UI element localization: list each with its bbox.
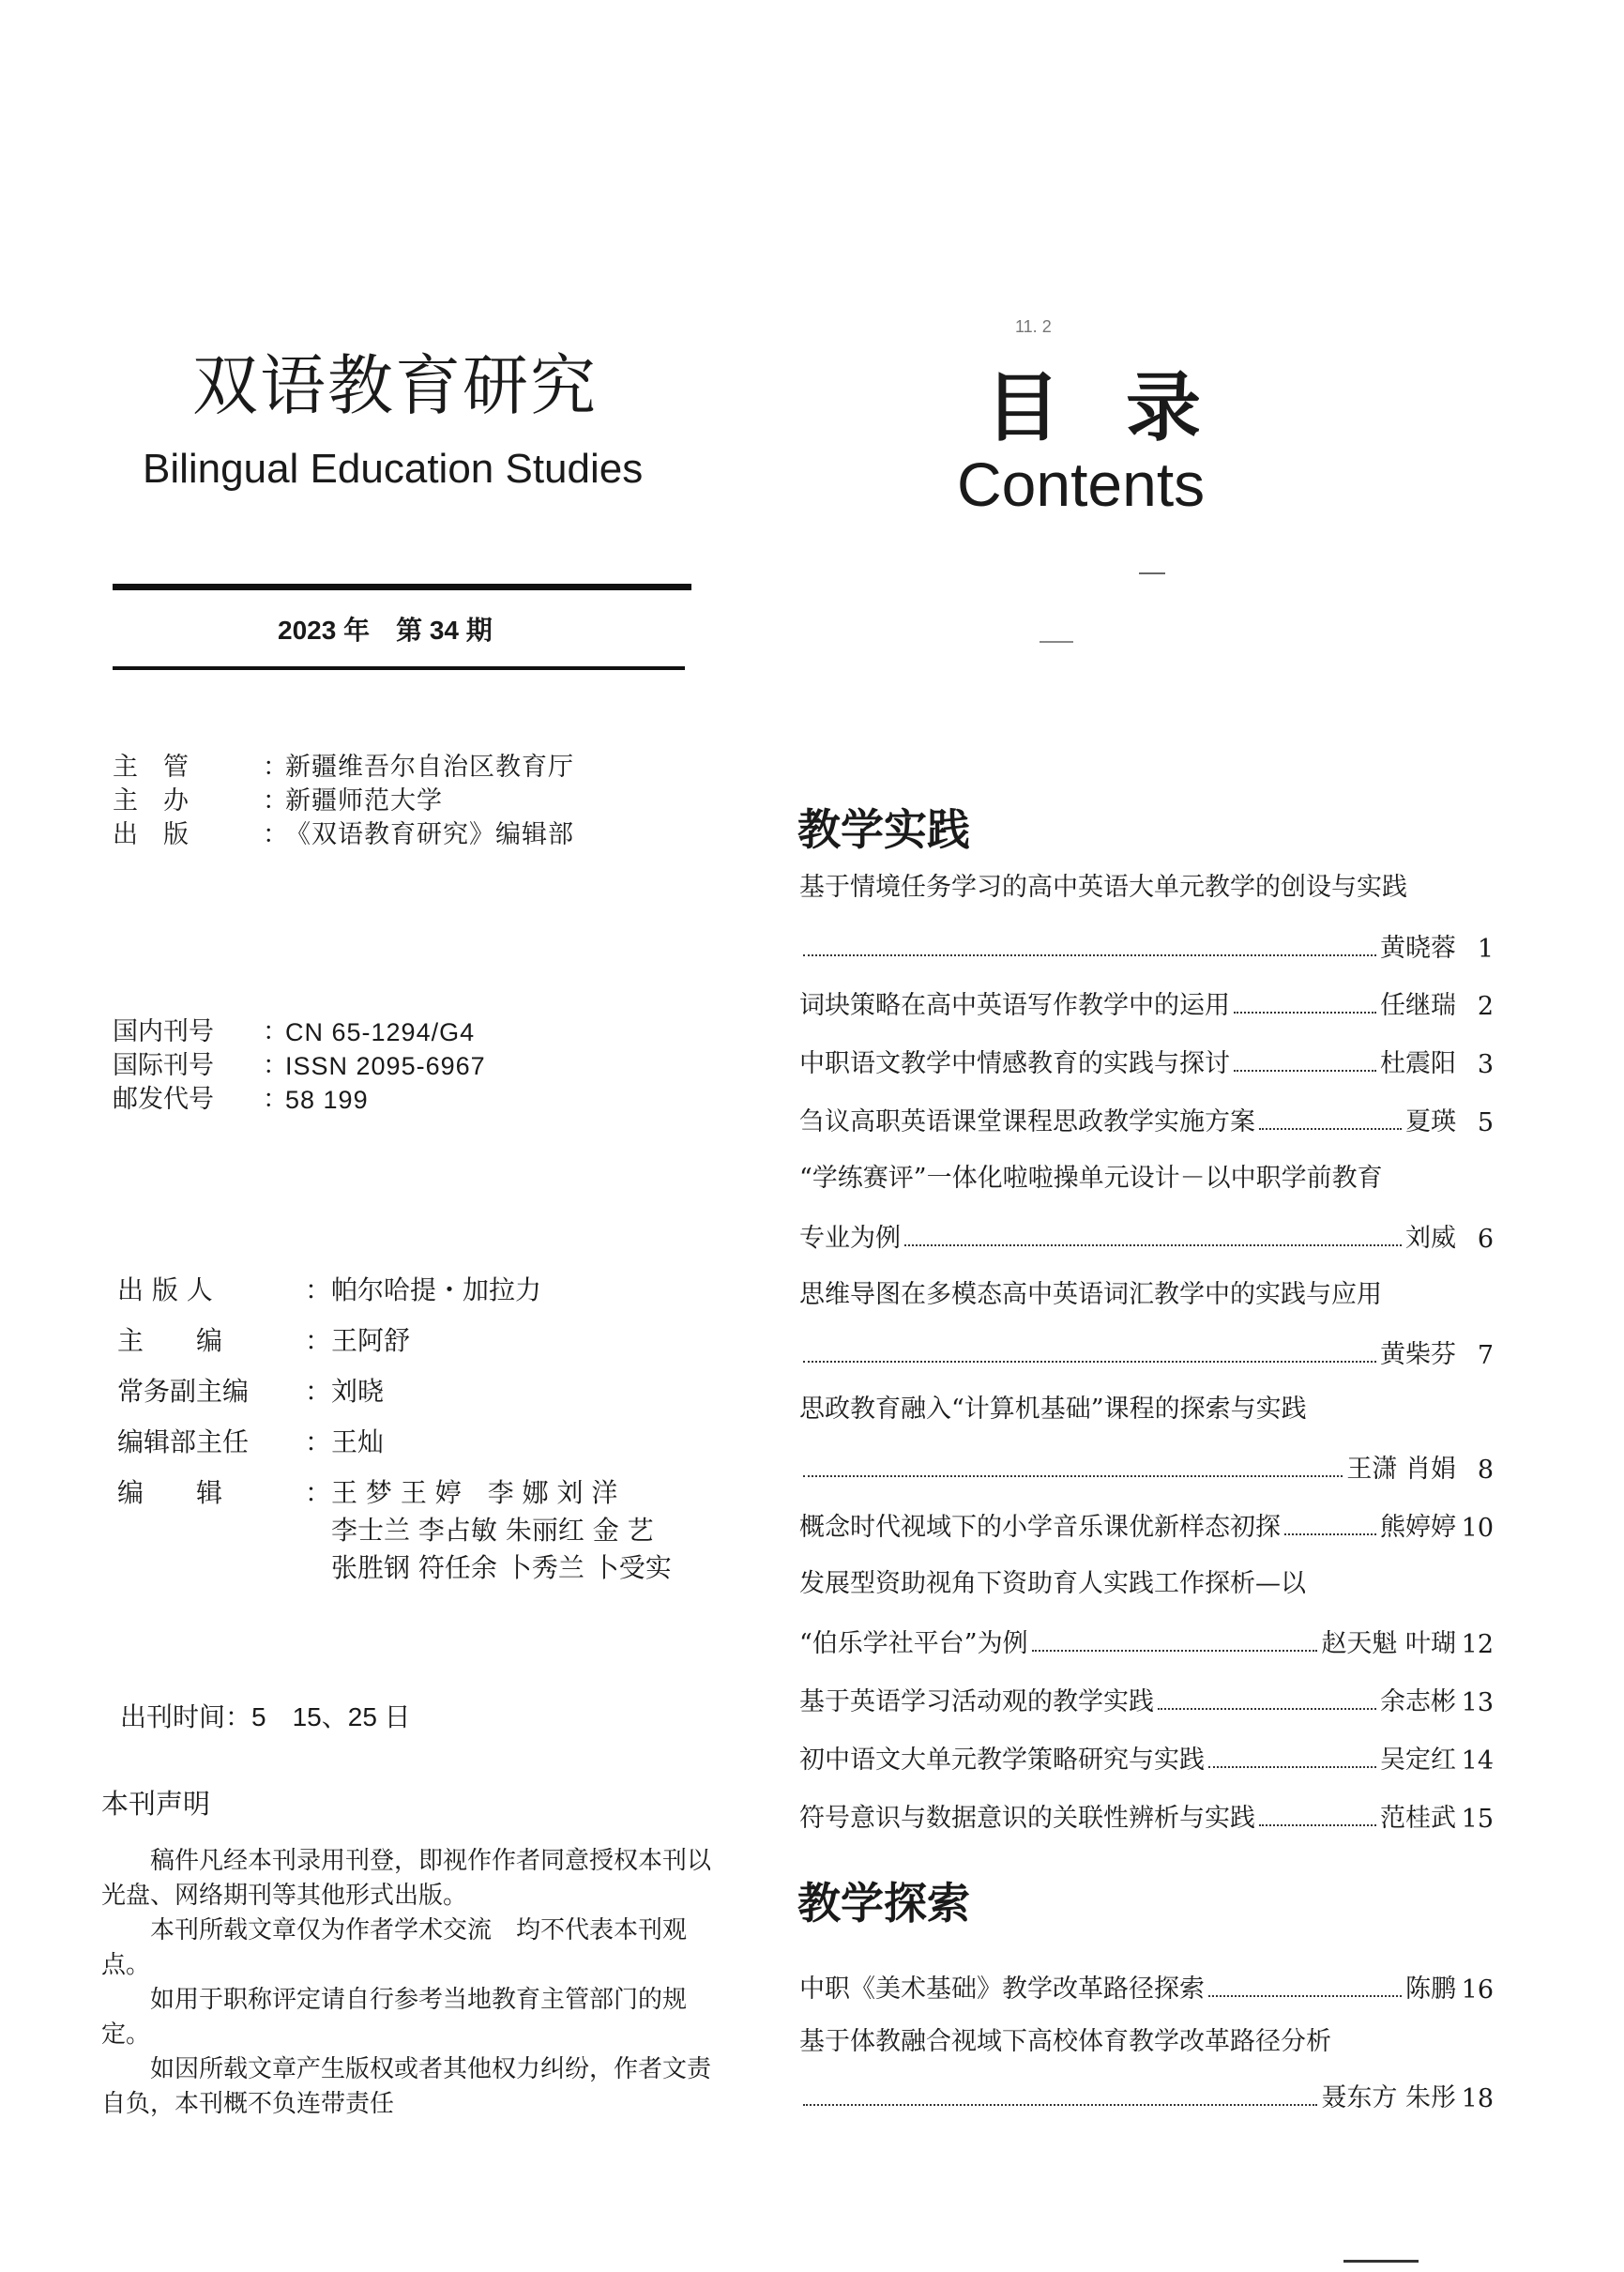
toc-entry[interactable]	[799, 1625, 1494, 1659]
staff-value: 王阿舒	[331, 1325, 411, 1356]
toc-entry-title: 中职语文教学中情感教育的实践与探讨	[799, 1049, 1230, 1078]
leader-dots	[1158, 1708, 1376, 1710]
journal-title-en: Bilingual Education Studies	[143, 446, 644, 492]
leader-dots	[1284, 1533, 1376, 1535]
notice-paragraph: 本刊所载文章仅为作者学术交流 均不代表本刊观点。	[101, 1916, 688, 1979]
toc-author: 黄晓蓉	[1380, 934, 1456, 963]
toc-entry-title[interactable]: 基于体教融合视域下高校体育教学改革路径分析	[799, 2027, 1331, 2056]
toc-page: 1	[1477, 935, 1494, 964]
staff-row-editors-2	[117, 1512, 672, 1549]
toc-entry-title: 符号意识与数据意识的关联性辨析与实践	[799, 1804, 1255, 1833]
toc-entry[interactable]	[799, 930, 1494, 964]
info-label: 主 办	[113, 786, 189, 816]
toc-author: 王潇 肖娟	[1346, 1455, 1456, 1484]
staff-value: 刘晓	[331, 1376, 385, 1407]
toc-author: 聂东方 朱彤	[1321, 2083, 1456, 2112]
divider-thick	[113, 584, 691, 590]
toc-author: 范桂武	[1380, 1804, 1456, 1833]
toc-page: 3	[1477, 1050, 1494, 1079]
toc-entry[interactable]	[799, 987, 1494, 1021]
toc-entry-title: 词块策略在高中英语写作教学中的运用	[799, 991, 1230, 1020]
staff-row-editors-3	[117, 1549, 672, 1587]
staff-label: 编辑部主任	[117, 1426, 250, 1457]
code-value: CN 65-1294/G4	[285, 1018, 476, 1046]
info-row-sponsor: 主 办 ： 新疆师范大学	[113, 785, 574, 818]
code-label: 邮发代号	[113, 1085, 214, 1114]
leader-dots	[904, 1244, 1402, 1246]
code-row-cn: 国内刊号 ： CN 65-1294/G4	[113, 1015, 486, 1049]
toc-entry-title: 专业为例	[799, 1224, 901, 1253]
toc-entry[interactable]	[799, 1509, 1494, 1543]
leader-dots	[803, 954, 1376, 956]
toc-page: 2	[1477, 992, 1494, 1021]
toc-entry-title[interactable]: 发展型资助视角下资助育人实践工作探析—以	[799, 1569, 1306, 1598]
info-value: 新疆师范大学	[285, 786, 443, 816]
toc-page: 13	[1461, 1688, 1494, 1717]
toc-entry-title[interactable]: 思维导图在多模态高中英语词汇教学中的实践与应用	[799, 1280, 1382, 1309]
leader-dots	[1234, 1070, 1376, 1072]
toc-author: 任继瑞	[1380, 991, 1456, 1020]
staff-value: 李士兰 李占敏 朱丽红 金 艺	[331, 1515, 654, 1546]
toc-page: 15	[1461, 1805, 1494, 1834]
publisher-info	[113, 751, 574, 852]
toc-page: 10	[1461, 1514, 1494, 1543]
staff-value: 张胜钢 符任余 卜秀兰 卜受实	[331, 1552, 672, 1583]
leader-dots	[1259, 1824, 1376, 1826]
staff-label: 编 辑	[117, 1477, 223, 1508]
toc-author: 熊婷婷	[1380, 1513, 1456, 1542]
toc-title-en: Contents	[957, 450, 1206, 519]
toc-author: 赵天魁 叶瑚	[1321, 1629, 1456, 1658]
toc-entry[interactable]	[799, 1800, 1494, 1834]
staff-row-deputy-editor: 常务副主编 ： 刘晓	[117, 1373, 672, 1410]
section-title-teaching-practice: 教学实践	[797, 804, 970, 855]
info-row-publisher: 出 版 ： 《双语教育研究》编辑部	[113, 818, 574, 852]
toc-entry[interactable]	[799, 1742, 1494, 1776]
code-label: 国内刊号	[113, 1017, 214, 1046]
staff-row-publisher: 出 版 人 ： 帕尔哈提・加拉力	[117, 1272, 672, 1309]
dash-mark	[1040, 641, 1073, 643]
code-row-issn: 国际刊号 ： ISSN 2095-6967	[113, 1049, 486, 1083]
toc-title-cn: 目录	[985, 363, 1267, 451]
toc-author: 刘威	[1405, 1224, 1456, 1253]
divider-thin	[113, 666, 685, 670]
staff-label: 主 编	[117, 1325, 223, 1356]
toc-entry-title[interactable]: 基于情境任务学习的高中英语大单元教学的创设与实践	[799, 873, 1407, 902]
toc-entry[interactable]	[799, 1684, 1494, 1717]
journal-title-cn: 双语教育研究	[192, 347, 598, 424]
notice-paragraph: 如用于职称评定请自行参考当地教育主管部门的规定。	[101, 1986, 688, 2049]
leader-dots	[1234, 1012, 1376, 1014]
toc-entry-title: 刍议高职英语课堂课程思政教学实施方案	[799, 1107, 1255, 1136]
publish-date: 出刊时间 ： 5 15、25 日	[120, 1697, 411, 1734]
info-label: 出 版	[113, 820, 189, 849]
toc-page: 8	[1477, 1456, 1494, 1485]
notice-body	[101, 1844, 721, 2122]
toc-author: 夏瑛	[1405, 1107, 1456, 1136]
page-edge-mark	[1343, 2260, 1419, 2263]
leader-dots	[1208, 1995, 1402, 1997]
staff-value: 王灿	[331, 1426, 385, 1457]
leader-dots	[803, 1475, 1343, 1477]
toc-entry-title: 基于英语学习活动观的教学实践	[799, 1687, 1154, 1716]
toc-entry[interactable]	[799, 2080, 1494, 2113]
toc-entry[interactable]	[799, 1451, 1494, 1485]
notice-paragraph: 如因所载文章产生版权或者其他权力纠纷，作者文责自负，本刊概不负连带责任	[101, 2055, 712, 2118]
staff-value: 帕尔哈提・加拉力	[331, 1274, 542, 1305]
publish-date-value: 5 15、25 日	[251, 1702, 411, 1731]
publish-date-label: 出刊时间	[120, 1701, 226, 1732]
code-label: 国际刊号	[113, 1051, 214, 1080]
toc-page: 6	[1477, 1225, 1494, 1254]
toc-entry-title: 初中语文大单元教学策略研究与实践	[799, 1746, 1205, 1775]
info-value: 新疆维吾尔自治区教育厅	[285, 753, 574, 782]
issue-label: 2023 年 第 34 期	[278, 616, 493, 645]
toc-page: 12	[1461, 1630, 1494, 1659]
toc-author: 杜震阳	[1380, 1049, 1456, 1078]
toc-entry[interactable]	[799, 1336, 1494, 1370]
section-title-teaching-exploration: 教学探索	[797, 1878, 970, 1929]
staff-row-editors: 编 辑 ： 王 梦 王 婷 李 娜 刘 洋	[117, 1474, 672, 1512]
leader-dots	[803, 1361, 1376, 1363]
journal-codes	[113, 1015, 486, 1117]
toc-entry[interactable]	[799, 1220, 1494, 1254]
info-row-supervisor: 主 管 ： 新疆维吾尔自治区教育厅	[113, 751, 574, 785]
page-mark: 11. 2	[1015, 317, 1052, 336]
toc-page: 18	[1461, 2084, 1494, 2113]
toc-page: 7	[1477, 1341, 1494, 1370]
dash-mark	[1139, 572, 1165, 574]
toc-entry-title[interactable]: 思政教育融入“计算机基础”课程的探索与实践	[799, 1395, 1307, 1424]
leader-dots	[1259, 1128, 1402, 1130]
toc-entry[interactable]	[799, 1104, 1494, 1137]
toc-entry-title: 概念时代视域下的小学音乐课优新样态初探	[799, 1513, 1281, 1542]
info-label: 主 管	[113, 753, 189, 782]
toc-entry-title: “伯乐学社平台”为例	[799, 1629, 1028, 1658]
staff-row-editor-in-chief: 主 编 ： 王阿舒	[117, 1322, 672, 1360]
toc-author: 吴定红	[1380, 1746, 1456, 1775]
toc-author: 黄柴芬	[1380, 1340, 1456, 1369]
staff-label: 出 版 人	[117, 1274, 213, 1305]
staff-label: 常务副主编	[117, 1376, 250, 1407]
toc-page: 5	[1477, 1108, 1494, 1137]
staff-row-office-director: 编辑部主任 ： 王灿	[117, 1424, 672, 1461]
code-value: 58 199	[285, 1086, 369, 1114]
notice-paragraph: 稿件凡经本刊录用刊登，即视作作者同意授权本刊以光盘、网络期刊等其他形式出版。	[101, 1847, 712, 1910]
code-row-postal: 邮发代号 ： 58 199	[113, 1083, 486, 1117]
staff-value: 王 梦 王 婷 李 娜 刘 洋	[331, 1477, 618, 1508]
staff-list	[117, 1272, 672, 1587]
toc-author: 余志彬	[1380, 1687, 1456, 1716]
leader-dots	[1032, 1650, 1318, 1652]
toc-entry-title[interactable]: “学练赛评”一体化啦啦操单元设计－以中职学前教育	[799, 1164, 1383, 1193]
notice-title: 本刊声明	[101, 1788, 211, 1820]
toc-entry[interactable]	[799, 1971, 1494, 2005]
info-value: 《双语教育研究》编辑部	[285, 820, 574, 849]
toc-entry[interactable]	[799, 1045, 1494, 1079]
leader-dots	[1208, 1766, 1376, 1768]
toc-entry-title: 中职《美术基础》教学改革路径探索	[799, 1975, 1205, 2004]
code-value: ISSN 2095-6967	[285, 1052, 486, 1080]
toc-author: 陈鹏	[1405, 1975, 1456, 2004]
leader-dots	[803, 2104, 1317, 2106]
toc-page: 16	[1461, 1975, 1494, 2005]
toc-page: 14	[1461, 1746, 1494, 1776]
